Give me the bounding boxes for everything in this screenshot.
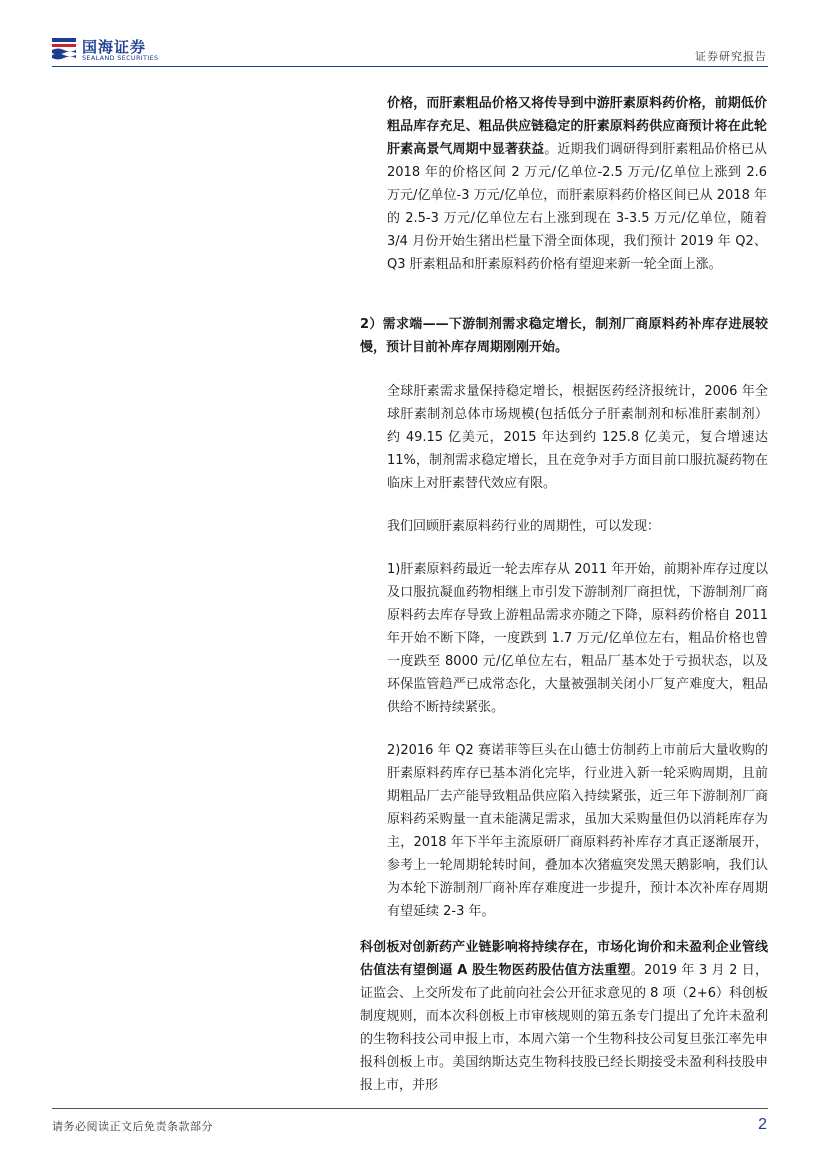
demand-section (360, 313, 768, 923)
paragraph-bold-lead: 价格，而肝素粗品价格又将传导到中游肝素原料药价格，前期低价粗品库存充足、粗品供应链稳定的肝素原料药供应商预计将在此轮肝素高景气周期中显著获益 (387, 96, 767, 157)
star-market-section (360, 936, 768, 1097)
company-logo (52, 36, 192, 70)
body-upper (387, 92, 767, 276)
section-heading-demand: 2）需求端——下游制剂需求稳定增长，制剂厂商原料药补库存进展较慢，预计目前补库存周期刚刚开始。 (360, 317, 768, 355)
paragraph-cycle-intro: 我们回顾肝素原料药行业的周期性，可以发现： (387, 519, 661, 534)
paragraph-bold-lead: 科创板对创新药产业链影响将持续存在，市场化询价和未盈利企业管线估值法有望倒逼 A 股生物医药股估值方法重塑 (360, 940, 768, 978)
paragraph-global-demand: 全球肝素需求量保持稳定增长，根据医药经济报统计，2006 年全球肝素制剂总体市场规模(包括低分子肝素制剂和标准肝素制剂）约 49.15 亿美元，2015 年达到约 125.8 亿美元，复合增速达 11%，制剂需求稳定增长，且在竞争对手方面目前口服抗凝药物在临床上对肝素替代效应有限。 (387, 384, 768, 491)
footer-disclaimer: 请务必阅读正文后免责条款部分 (52, 1120, 213, 1133)
paragraph-star-market (360, 936, 768, 1097)
report-type-label: 证券研究报告 (695, 50, 767, 63)
paragraph-price-transmission (387, 92, 767, 276)
footer-divider (52, 1108, 768, 1109)
header-divider (52, 66, 768, 67)
logo-english-name: SEALAND SECURITIES (82, 54, 159, 62)
page-header (0, 0, 827, 70)
logo-chinese-name: 国海证券 (82, 38, 147, 56)
paragraph-text: 。2019 年 3 月 2 日，证监会、上交所发布了此前向社会公开征求意见的 8 项（2+6）科创板制度规则，而本次科创板上市审核规则的第五条专门提出了允许未盈利的生物科技公司申报上市，本周六第一个生物科技公司复旦张江率先申报科创板上市。美国纳斯达克生物科技股已经长期接受未盈利科技股申报上市，并形 (360, 963, 768, 1093)
paragraph-restocking-2016: 2)2016 年 Q2 赛诺菲等巨头在山德士仿制药上市前后大量收购的肝素原料药库存已基本消化完毕，行业进入新一轮采购周期，且前期粗品厂去产能导致粗品供应陷入持续紧张，近三年下游制剂厂商原料药采购量一直未能满足需求，虽加大采购量但仍以消耗库存为主，2018 年下半年主流原研厂商原料药补库存才真正逐渐展开，参考上一轮周期轮转时间，叠加本次猪瘟突发黑天鹅影响，我们认为本轮下游制剂厂商补库存难度进一步提升，预计本次补库存周期有望延续 2-3 年。 (387, 743, 768, 919)
sealand-logo-icon (52, 38, 76, 60)
page-number: 2 (758, 1116, 767, 1133)
paragraph-destocking-2011: 1)肝素原料药最近一轮去库存从 2011 年开始，前期补库存过度以及口服抗凝血药物相继上市引发下游制剂厂商担忧，下游制剂厂商原料药去库存导致上游粗品需求亦随之下降，原料药价格自 2011 年开始不断下降，一度跌到 1.7 万元/亿单位左右，粗品价格也曾一度跌至 8000 元/亿单位左右，粗品厂基本处于亏损状态，以及环保监管趋严已成常态化，大量被强制关闭小厂复产难度大，粗品供给不断持续紧张。 (387, 562, 768, 715)
paragraph-text: 。近期我们调研得到肝素粗品价格已从 2018 年的价格区间 2 万元/亿单位-2.5 万元/亿单位上涨到 2.6 万元/亿单位-3 万元/亿单位，而肝素原料药价格区间已从 2018 年的 2.5-3 万元/亿单位左右上涨到现在 3-3.5 万元/亿单位，随着 3/4 月份开始生猪出栏量下滑全面体现，我们预计 2019 年 Q2、Q3 肝素粗品和肝素原料药价格有望迎来新一轮全面上涨。 (387, 142, 767, 272)
